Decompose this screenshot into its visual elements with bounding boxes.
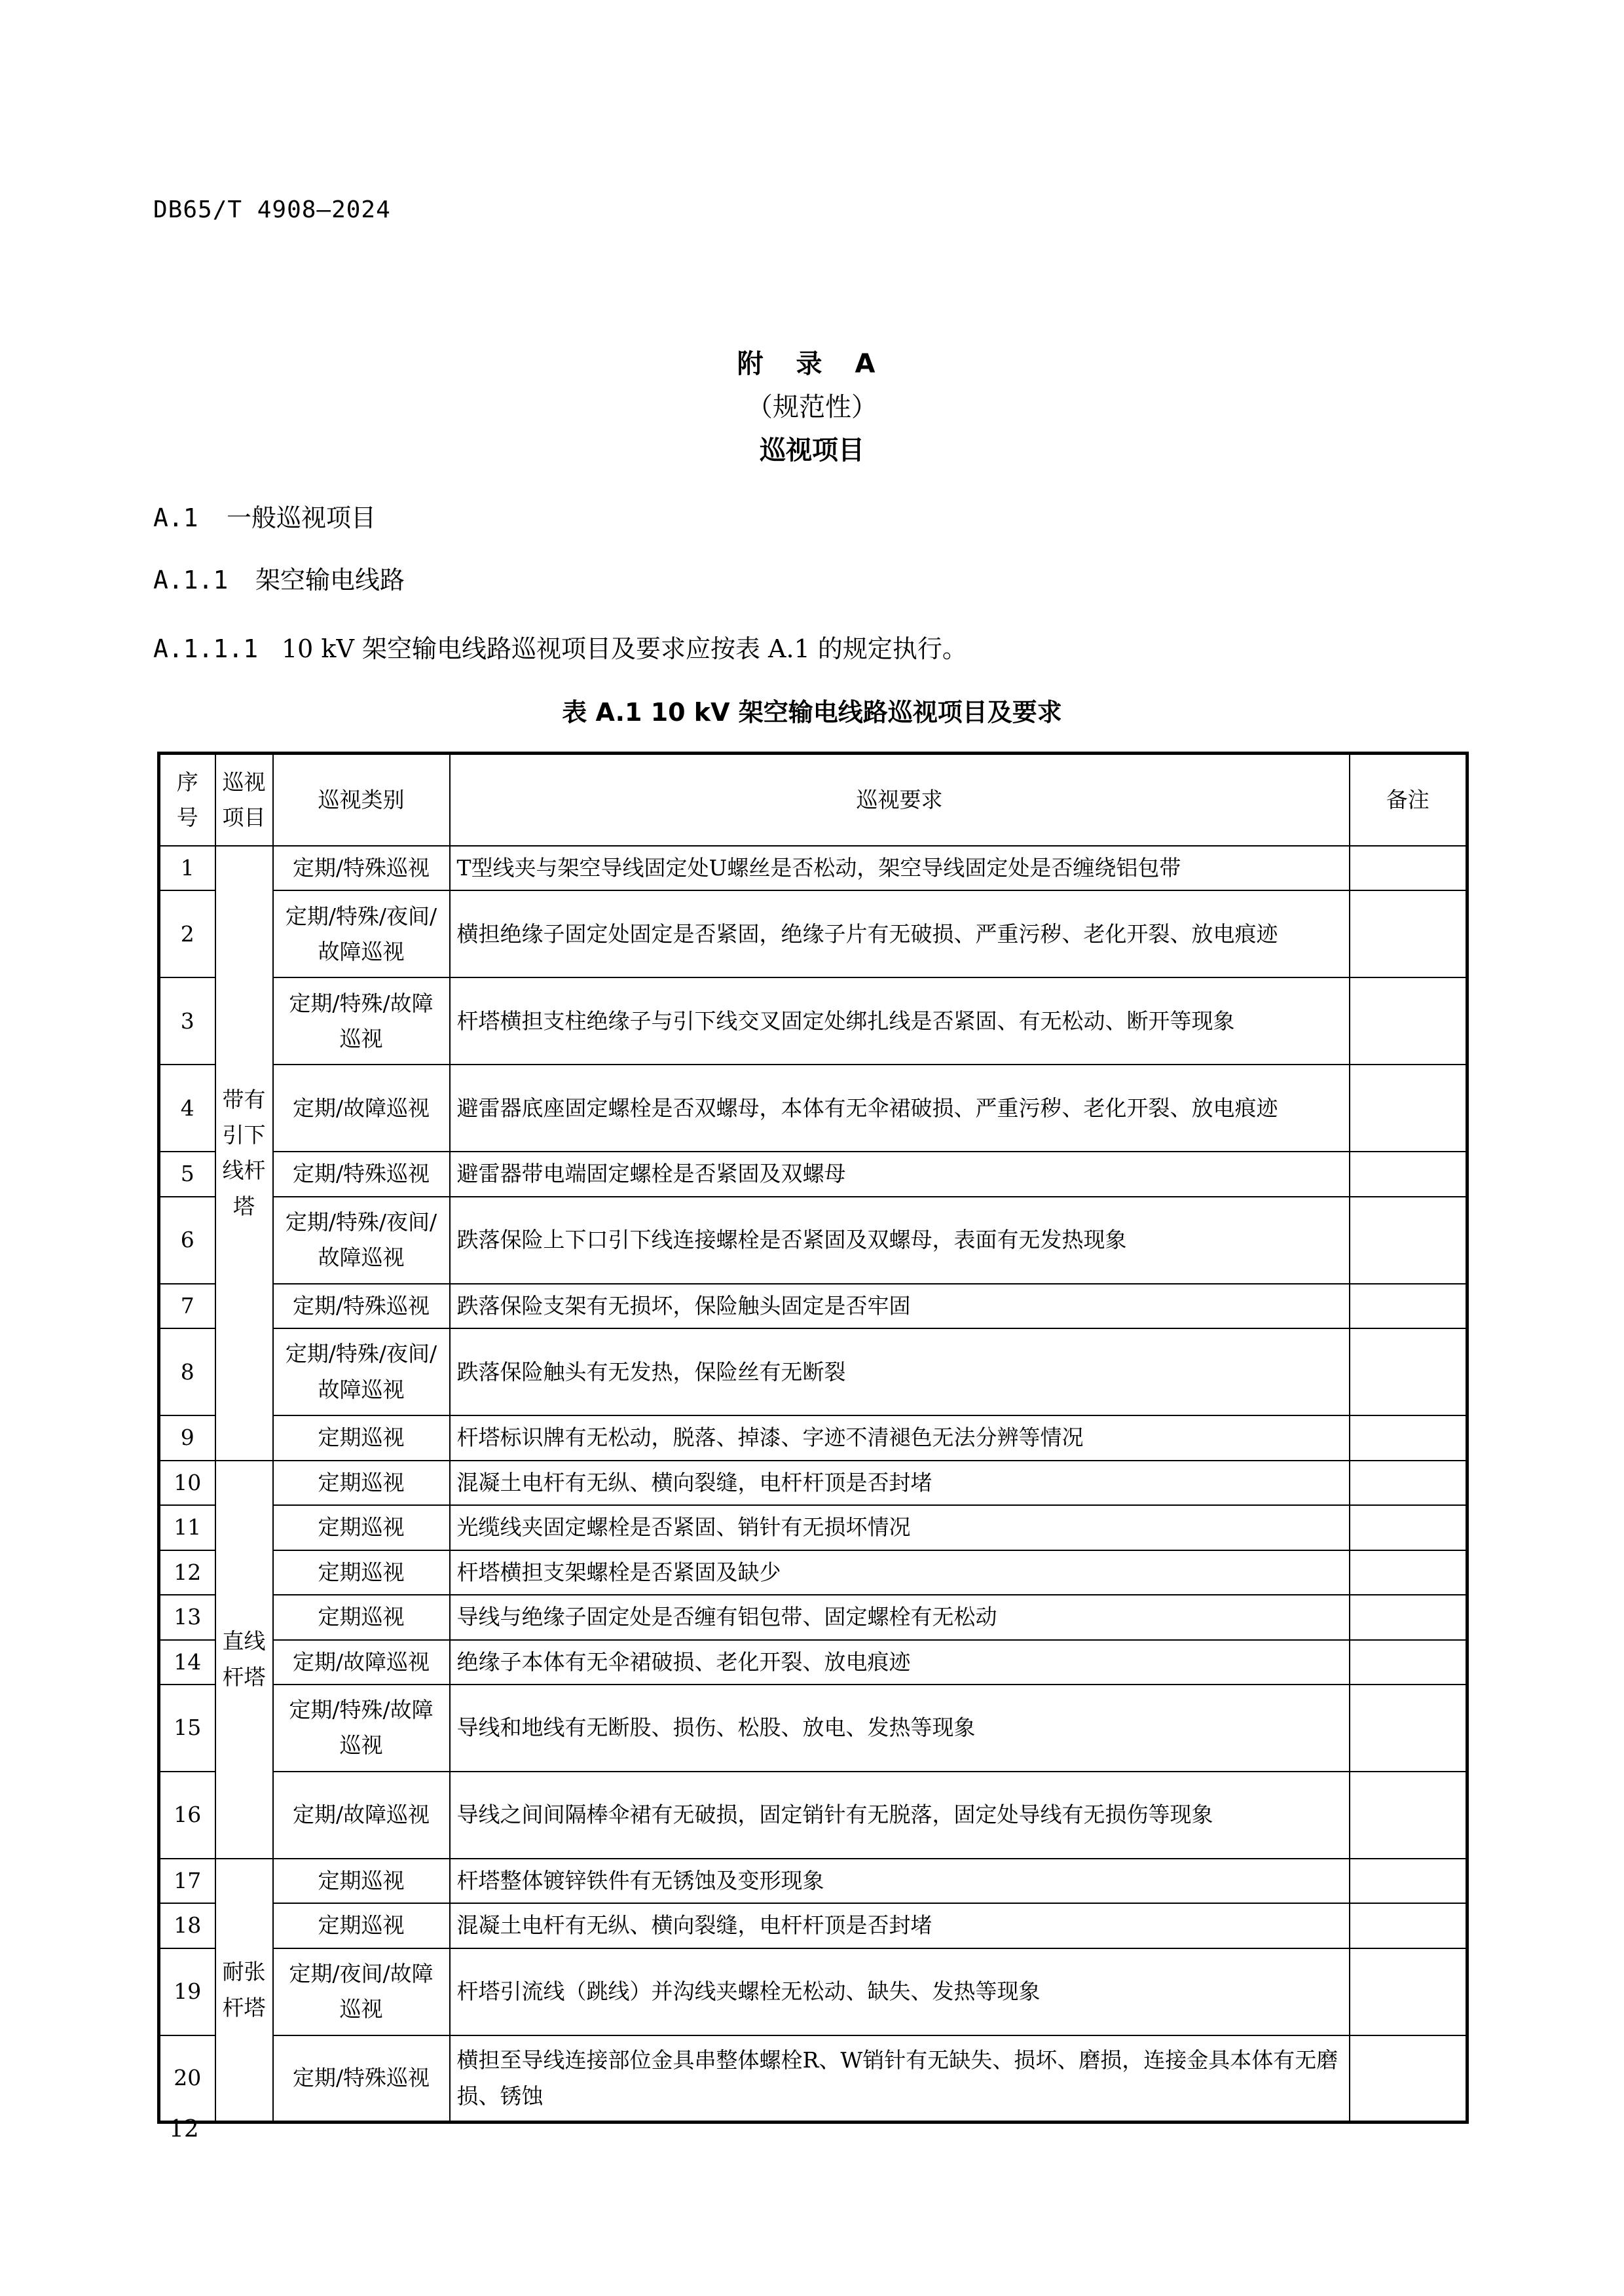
row-category: 定期/特殊/故障巡视 — [273, 1685, 450, 1772]
table-row — [159, 1197, 1467, 1284]
row-requirement: 横担绝缘子固定处固定是否紧固，绝缘子片有无破损、严重污秽、老化开裂、放电痕迹 — [450, 890, 1350, 977]
header-category: 巡视类别 — [273, 754, 450, 847]
row-number: 5 — [159, 1152, 215, 1196]
page-number: 12 — [169, 2116, 199, 2143]
row-remark — [1350, 1197, 1467, 1284]
row-number: 14 — [159, 1640, 215, 1685]
row-number: 9 — [159, 1415, 215, 1460]
row-requirement: 杆塔横担支架螺栓是否紧固及缺少 — [450, 1550, 1350, 1595]
row-category: 定期巡视 — [273, 1461, 450, 1505]
row-category: 定期巡视 — [273, 1903, 450, 1948]
row-remark — [1350, 1772, 1467, 1859]
row-category: 定期/特殊巡视 — [273, 1152, 450, 1196]
row-category: 定期/特殊巡视 — [273, 1284, 450, 1328]
row-number: 11 — [159, 1505, 215, 1550]
row-remark — [1350, 1328, 1467, 1415]
row-category: 定期巡视 — [273, 1415, 450, 1460]
row-remark — [1350, 1505, 1467, 1550]
table-row — [159, 1284, 1467, 1328]
row-number: 10 — [159, 1461, 215, 1505]
row-number: 15 — [159, 1685, 215, 1772]
row-category: 定期/夜间/故障巡视 — [273, 1948, 450, 2035]
table-row — [159, 2035, 1467, 2123]
row-remark — [1350, 890, 1467, 977]
row-number: 19 — [159, 1948, 215, 2035]
table-header-row — [159, 754, 1467, 847]
row-remark — [1350, 1595, 1467, 1639]
row-category: 定期巡视 — [273, 1595, 450, 1639]
table-caption: 表 A.1 10 kV 架空输电线路巡视项目及要求 — [562, 698, 1062, 727]
table-row — [159, 1550, 1467, 1595]
row-number: 1 — [159, 846, 215, 890]
row-number: 18 — [159, 1903, 215, 1948]
row-requirement: 绝缘子本体有无伞裙破损、老化开裂、放电痕迹 — [450, 1640, 1350, 1685]
row-remark — [1350, 1859, 1467, 1903]
row-requirement: 导线和地线有无断股、损伤、松股、放电、发热等现象 — [450, 1685, 1350, 1772]
table-row — [159, 1859, 1467, 1903]
row-requirement: 跌落保险支架有无损坏，保险触头固定是否牢固 — [450, 1284, 1350, 1328]
appendix-nature: （规范性） — [747, 392, 877, 422]
row-remark — [1350, 1948, 1467, 2035]
table-row — [159, 1065, 1467, 1152]
row-number: 2 — [159, 890, 215, 977]
table-row — [159, 846, 1467, 890]
row-remark — [1350, 1903, 1467, 1948]
header-item: 巡视项目 — [215, 754, 273, 847]
row-remark — [1350, 1640, 1467, 1685]
row-number: 4 — [159, 1065, 215, 1152]
clause-number: A.1 — [153, 503, 198, 532]
row-number: 8 — [159, 1328, 215, 1415]
row-requirement: 避雷器带电端固定螺栓是否紧固及双螺母 — [450, 1152, 1350, 1196]
row-remark — [1350, 1284, 1467, 1328]
row-number: 6 — [159, 1197, 215, 1284]
table-row — [159, 1152, 1467, 1196]
clause-a1-1 — [153, 560, 405, 596]
row-requirement: 跌落保险上下口引下线连接螺栓是否紧固及双螺母，表面有无发热现象 — [450, 1197, 1350, 1284]
row-remark — [1350, 846, 1467, 890]
row-number: 13 — [159, 1595, 215, 1639]
row-remark — [1350, 977, 1467, 1065]
table-row — [159, 1640, 1467, 1685]
row-category: 定期/特殊巡视 — [273, 2035, 450, 2123]
row-remark — [1350, 1550, 1467, 1595]
row-requirement: 导线之间间隔棒伞裙有无破损，固定销针有无脱落，固定处导线有无损伤等现象 — [450, 1772, 1350, 1859]
row-requirement: 跌落保险触头有无发热，保险丝有无断裂 — [450, 1328, 1350, 1415]
row-remark — [1350, 1415, 1467, 1460]
row-category: 定期/特殊/故障巡视 — [273, 977, 450, 1065]
row-category: 定期巡视 — [273, 1550, 450, 1595]
table-row — [159, 1903, 1467, 1948]
row-category: 定期巡视 — [273, 1505, 450, 1550]
row-requirement: 杆塔整体镀锌铁件有无锈蚀及变形现象 — [450, 1859, 1350, 1903]
row-requirement: 导线与绝缘子固定处是否缠有铝包带、固定螺栓有无松动 — [450, 1595, 1350, 1639]
table-row — [159, 890, 1467, 977]
table-row — [159, 1415, 1467, 1460]
row-remark — [1350, 2035, 1467, 2123]
clause-number: A.1.1.1 — [153, 634, 259, 663]
table-row — [159, 1948, 1467, 2035]
row-requirement: 混凝土电杆有无纵、横向裂缝，电杆杆顶是否封堵 — [450, 1461, 1350, 1505]
row-requirement: 混凝土电杆有无纵、横向裂缝，电杆杆顶是否封堵 — [450, 1903, 1350, 1948]
row-number: 7 — [159, 1284, 215, 1328]
appendix-title: 巡视项目 — [760, 435, 864, 465]
row-requirement: 横担至导线连接部位金具串整体螺栓R、W销针有无缺失、损坏、磨损，连接金具本体有无磨损、锈蚀 — [450, 2035, 1350, 2123]
row-requirement: T型线夹与架空导线固定处U螺丝是否松动，架空导线固定处是否缠绕铝包带 — [450, 846, 1350, 890]
group-label: 耐张杆塔 — [215, 1859, 273, 2123]
clause-text: 10 kV 架空输电线路巡视项目及要求应按表 A.1 的规定执行。 — [282, 634, 967, 663]
table-row — [159, 1505, 1467, 1550]
table-row — [159, 1772, 1467, 1859]
table-row — [159, 977, 1467, 1065]
table-row — [159, 1461, 1467, 1505]
row-requirement: 杆塔横担支柱绝缘子与引下线交叉固定处绑扎线是否紧固、有无松动、断开等现象 — [450, 977, 1350, 1065]
table-row — [159, 1595, 1467, 1639]
row-category: 定期/特殊/夜间/故障巡视 — [273, 890, 450, 977]
row-requirement: 杆塔引流线（跳线）并沟线夹螺栓无松动、缺失、发热等现象 — [450, 1948, 1350, 2035]
group-label: 直线杆塔 — [215, 1461, 273, 1859]
row-number: 20 — [159, 2035, 215, 2123]
row-category: 定期/故障巡视 — [273, 1065, 450, 1152]
row-requirement: 避雷器底座固定螺栓是否双螺母，本体有无伞裙破损、严重污秽、老化开裂、放电痕迹 — [450, 1065, 1350, 1152]
document-code: DB65/T 4908—2024 — [153, 196, 391, 223]
row-number: 3 — [159, 977, 215, 1065]
row-number: 16 — [159, 1772, 215, 1859]
header-remark: 备注 — [1350, 754, 1467, 847]
header-no: 序号 — [159, 754, 215, 847]
row-remark — [1350, 1065, 1467, 1152]
clause-a1-1-1 — [153, 629, 967, 665]
appendix-label: 附 录 A — [737, 349, 887, 379]
clause-number: A.1.1 — [153, 566, 229, 594]
row-number: 12 — [159, 1550, 215, 1595]
clause-a1 — [153, 498, 376, 534]
patrol-table — [157, 752, 1469, 2124]
row-category: 定期/特殊/夜间/故障巡视 — [273, 1328, 450, 1415]
row-category: 定期巡视 — [273, 1859, 450, 1903]
row-requirement: 杆塔标识牌有无松动，脱落、掉漆、字迹不清褪色无法分辨等情况 — [450, 1415, 1350, 1460]
group-label: 带有引下线杆塔 — [215, 846, 273, 1461]
row-number: 17 — [159, 1859, 215, 1903]
row-category: 定期/特殊/夜间/故障巡视 — [273, 1197, 450, 1284]
row-remark — [1350, 1152, 1467, 1196]
table-row — [159, 1328, 1467, 1415]
row-category: 定期/特殊巡视 — [273, 846, 450, 890]
header-requirement: 巡视要求 — [450, 754, 1350, 847]
clause-text: 一般巡视项目 — [227, 503, 377, 532]
row-category: 定期/故障巡视 — [273, 1640, 450, 1685]
row-remark — [1350, 1461, 1467, 1505]
row-requirement: 光缆线夹固定螺栓是否紧固、销针有无损坏情况 — [450, 1505, 1350, 1550]
clause-text: 架空输电线路 — [255, 566, 405, 594]
table-row — [159, 1685, 1467, 1772]
row-remark — [1350, 1685, 1467, 1772]
row-category: 定期/故障巡视 — [273, 1772, 450, 1859]
